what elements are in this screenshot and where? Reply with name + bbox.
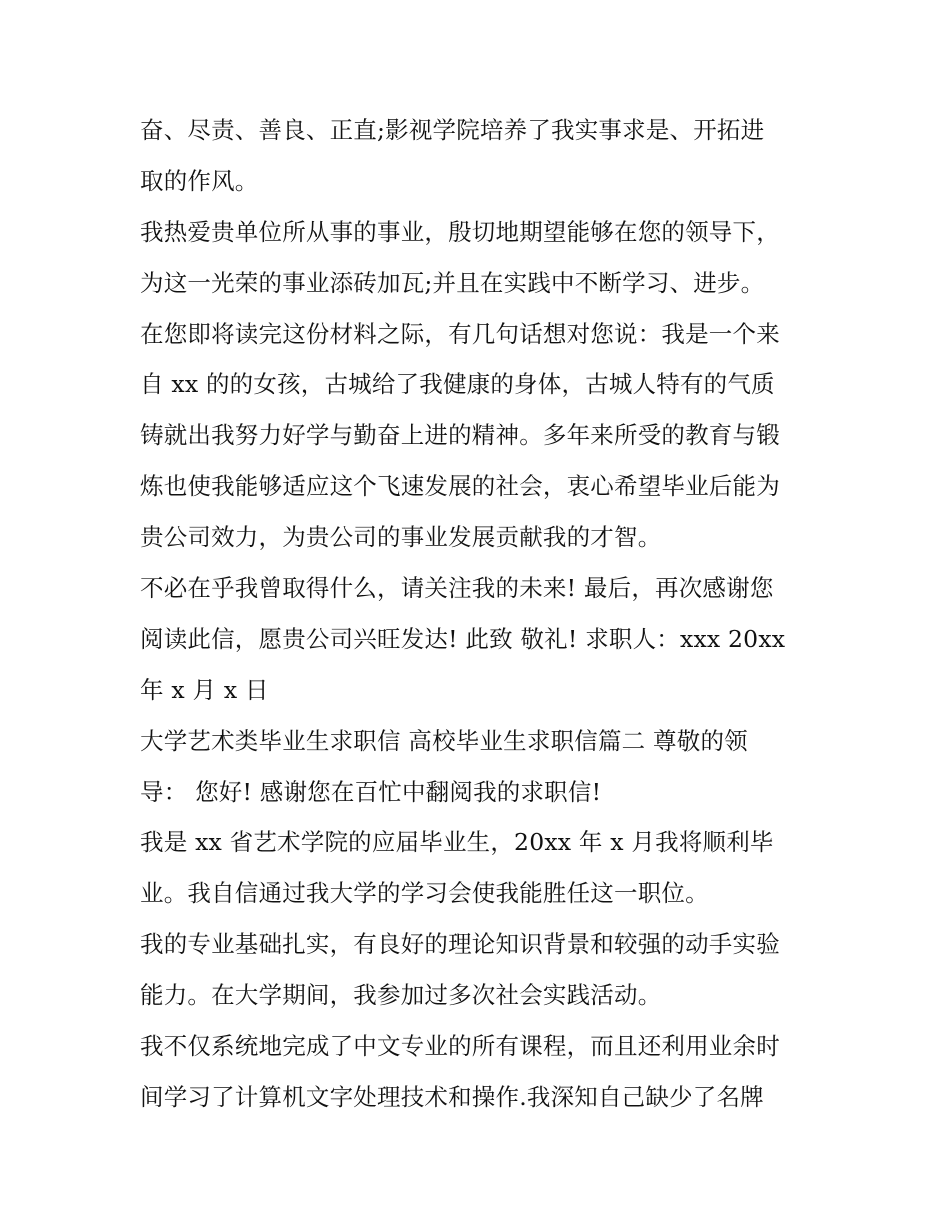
text-line: 我的专业基础扎实，有良好的理论知识背景和较强的动手实验 [140,930,780,959]
text-line: 年 x 月 x 日 [140,675,269,704]
letter-body [140,105,830,1123]
text-line: 能力。在大学期间，我参加过多次社会实践活动。 [140,981,662,1010]
text-line: 奋、尽责、善良、正直;影视学院培养了我实事求是、开拓进 [140,116,765,144]
text-line: 自 xx 的的女孩，古城给了我健康的身体，古城人特有的气质 [140,370,775,399]
text-line: 在您即将读完这份材料之际，有几句话想对您说：我是一个来 [140,319,780,348]
text-line: 大学艺术类毕业生求职信 高校毕业生求职信篇二 尊敬的领 [140,726,748,755]
text-line: 炼也使我能够适应这个飞速发展的社会，衷心希望毕业后能为 [140,472,780,501]
text-line: 铸就出我努力好学与勤奋上进的精神。多年来所受的教育与锻 [140,421,780,450]
text-line: 业。我自信通过我大学的学习会使我能胜任这一职位。 [140,879,709,908]
text-line: 贵公司效力，为贵公司的事业发展贡献我的才智。 [140,523,662,552]
text-line: 我不仅系统地完成了中文专业的所有课程，而且还利用业余时 [140,1032,780,1061]
text-line: 为这一光荣的事业添砖加瓦;并且在实践中不断学习、进步。 [140,268,765,297]
text-line: 间学习了计算机文字处理技术和操作.我深知自己缺少了名牌 [140,1082,764,1111]
text-line: 导： 您好! 感谢您在百忙中翻阅我的求职信! [140,777,602,806]
text-line: 我热爱贵单位所从事的事业，殷切地期望能够在您的领导下， [140,217,780,246]
text-line: 取的作风。 [140,166,259,195]
text-line: 不必在乎我曾取得什么，请关注我的未来! 最后，再次感谢您 [140,574,774,603]
text-line: 阅读此信，愿贵公司兴旺发达! 此致 敬礼! 求职人：xxx 20xx [140,624,786,653]
text-line: 我是 xx 省艺术学院的应届毕业生，20xx 年 x 月我将顺利毕 [140,828,774,857]
